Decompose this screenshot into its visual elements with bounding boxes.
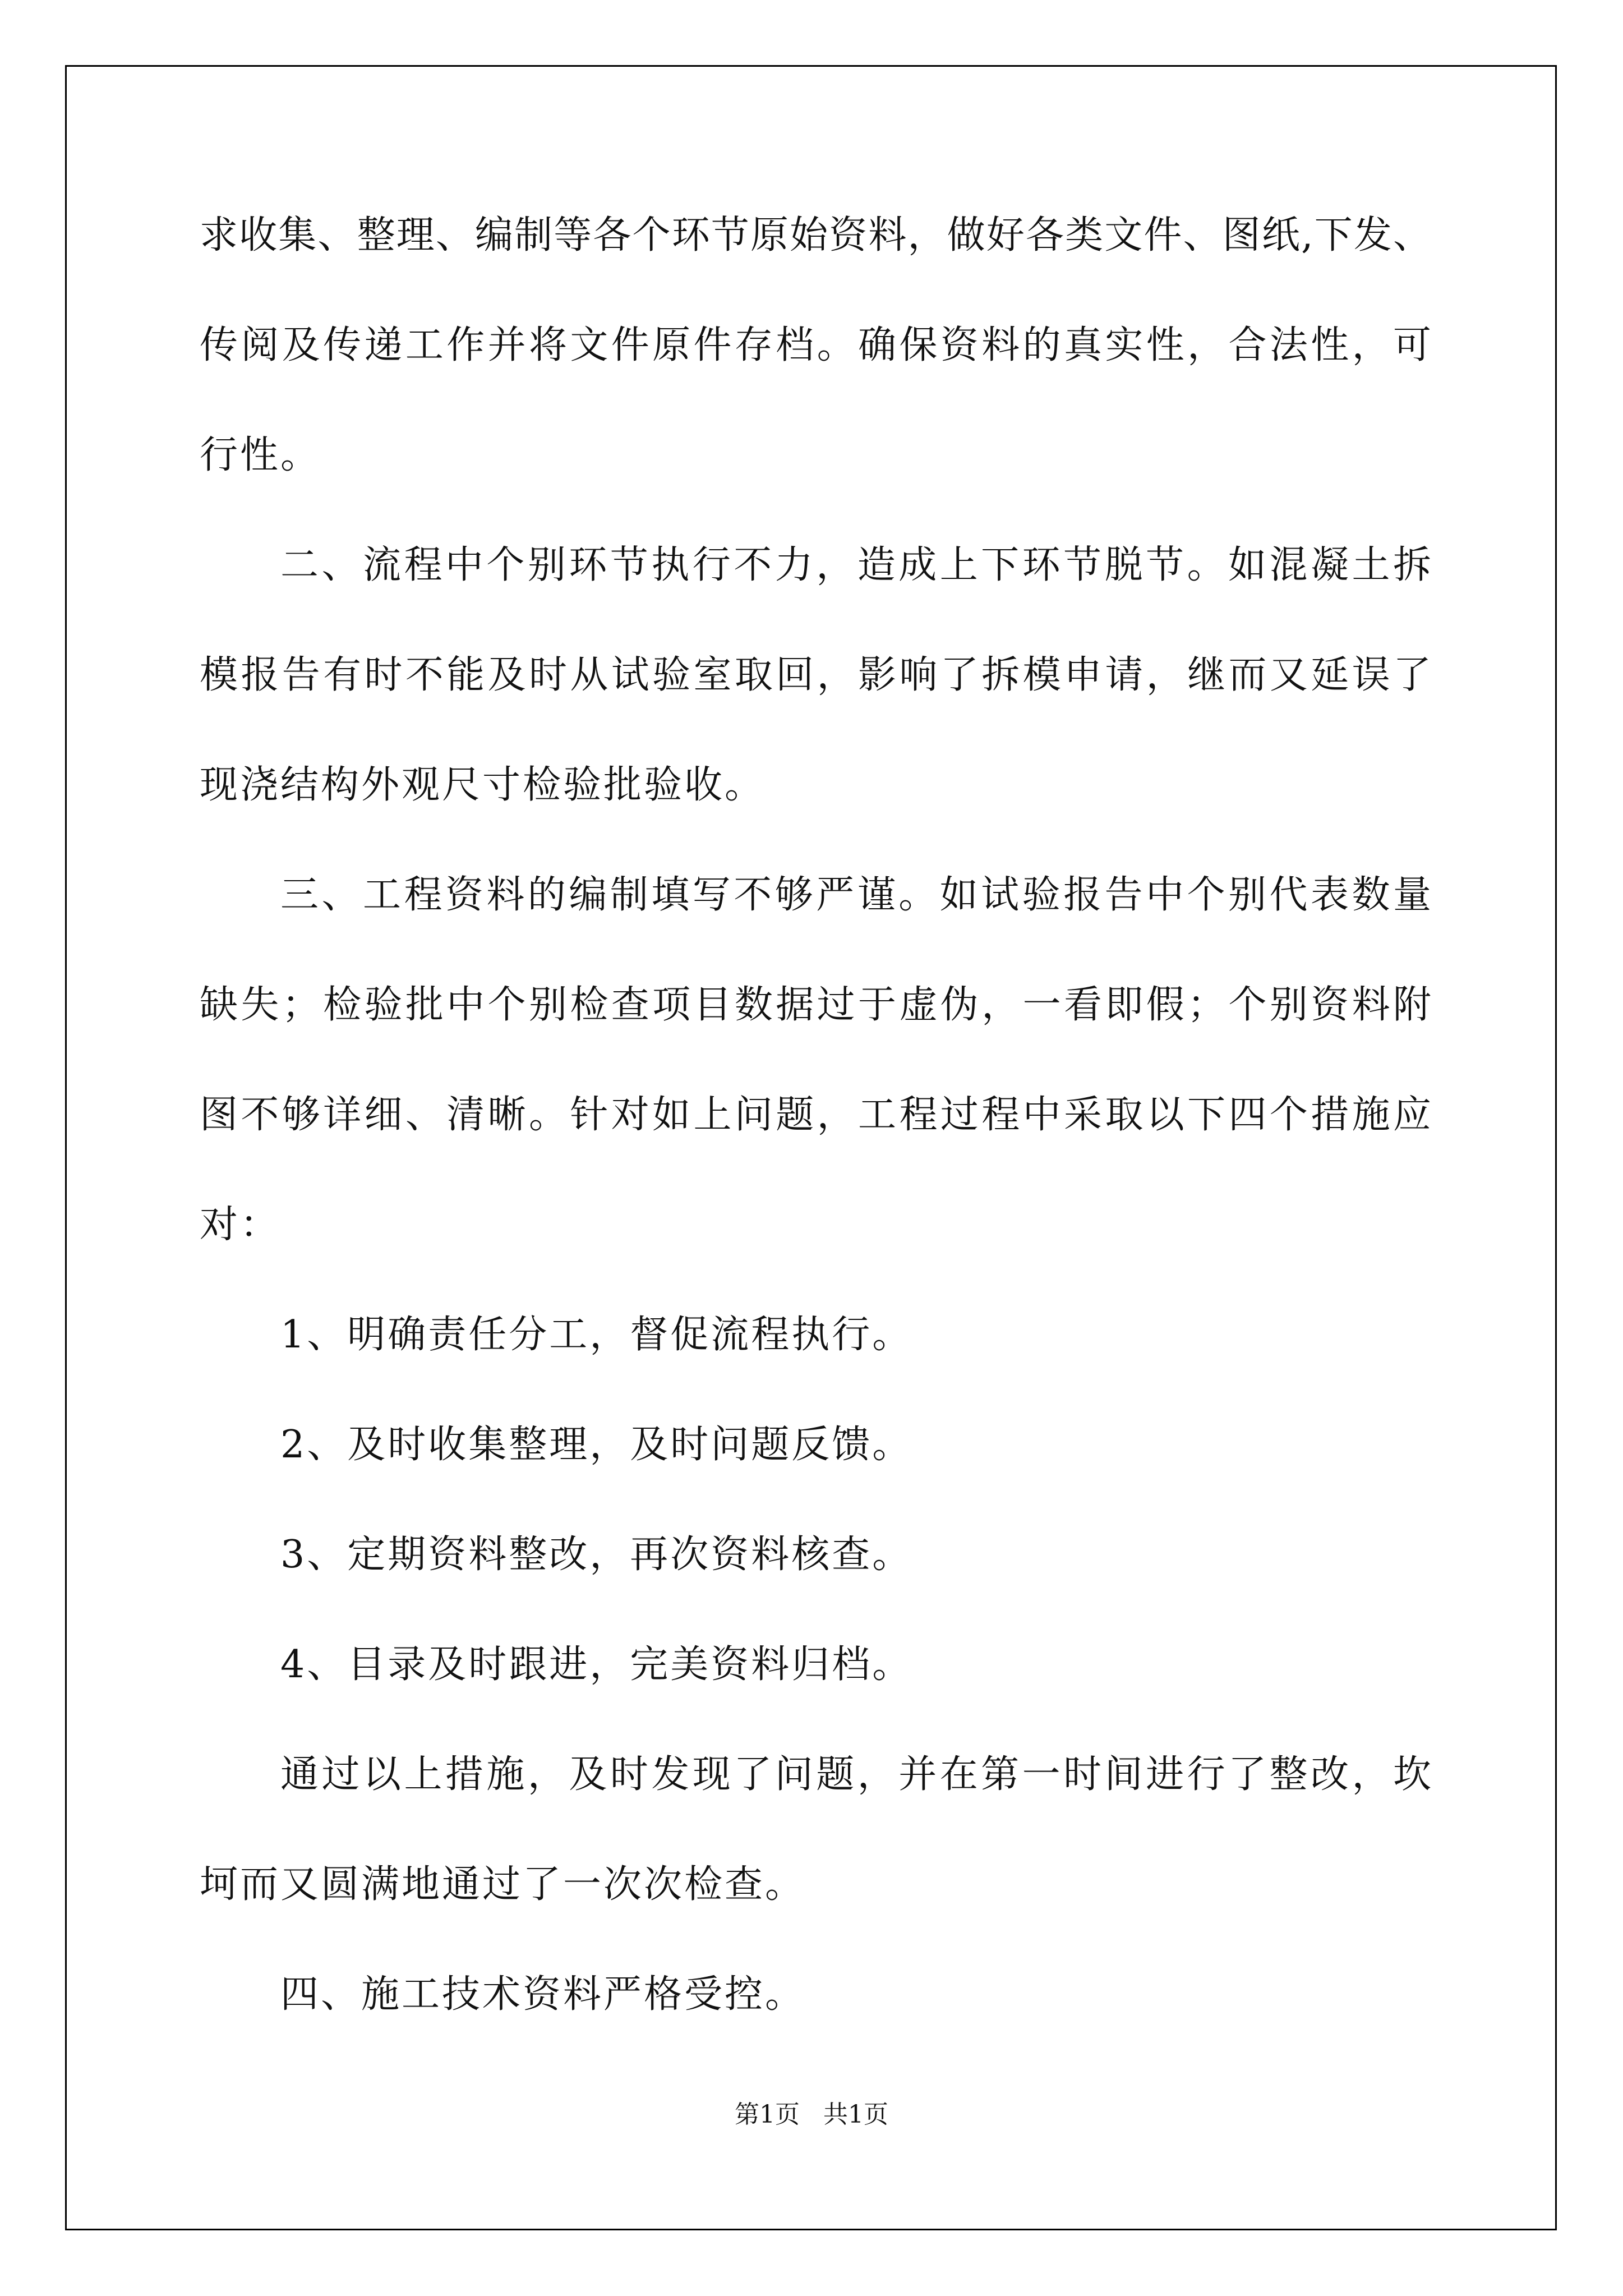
text-line: 模报告有时不能及时从试验室取回，影响了拆模申请，继而又延误了 xyxy=(200,653,1431,697)
paragraph-first-line: 二、流程中个别环节执行不力，造成上下环节脱节。如混凝土拆 xyxy=(280,543,1431,587)
text-line: 传阅及传递工作并将文件原件存档。确保资料的真实性，合法性，可 xyxy=(200,323,1431,367)
text-line: 图不够详细、清晰。针对如上问题，工程过程中采取以下四个措施应 xyxy=(200,1093,1431,1137)
text-line: 求收集、整理、编制等各个环节原始资料，做好各类文件、图纸,下发、 xyxy=(200,213,1431,257)
text-line: 行性。 xyxy=(200,433,321,477)
list-item: 2、及时收集整理，及时问题反馈。 xyxy=(280,1423,913,1467)
paragraph-first-line: 三、工程资料的编制填写不够严谨。如试验报告中个别代表数量 xyxy=(280,873,1431,917)
page-number-footer: 第1页 共1页 xyxy=(735,2100,888,2129)
text-line: 坷而又圆满地通过了一次次检查。 xyxy=(200,1862,806,1907)
paragraph-first-line: 通过以上措施，及时发现了问题，并在第一时间进行了整改，坎 xyxy=(280,1752,1431,1797)
section-heading: 四、施工技术资料严格受控。 xyxy=(280,1972,806,2017)
list-item: 1、明确责任分工，督促流程执行。 xyxy=(280,1313,913,1357)
list-item: 4、目录及时跟进，完美资料归档。 xyxy=(280,1642,913,1687)
list-item: 3、定期资料整改，再次资料核查。 xyxy=(280,1533,913,1577)
text-line: 现浇结构外观尺寸检验批验收。 xyxy=(200,763,766,807)
text-line: 缺失；检验批中个别检查项目数据过于虚伪，一看即假；个别资料附 xyxy=(200,983,1431,1027)
text-line: 对： xyxy=(200,1203,281,1247)
